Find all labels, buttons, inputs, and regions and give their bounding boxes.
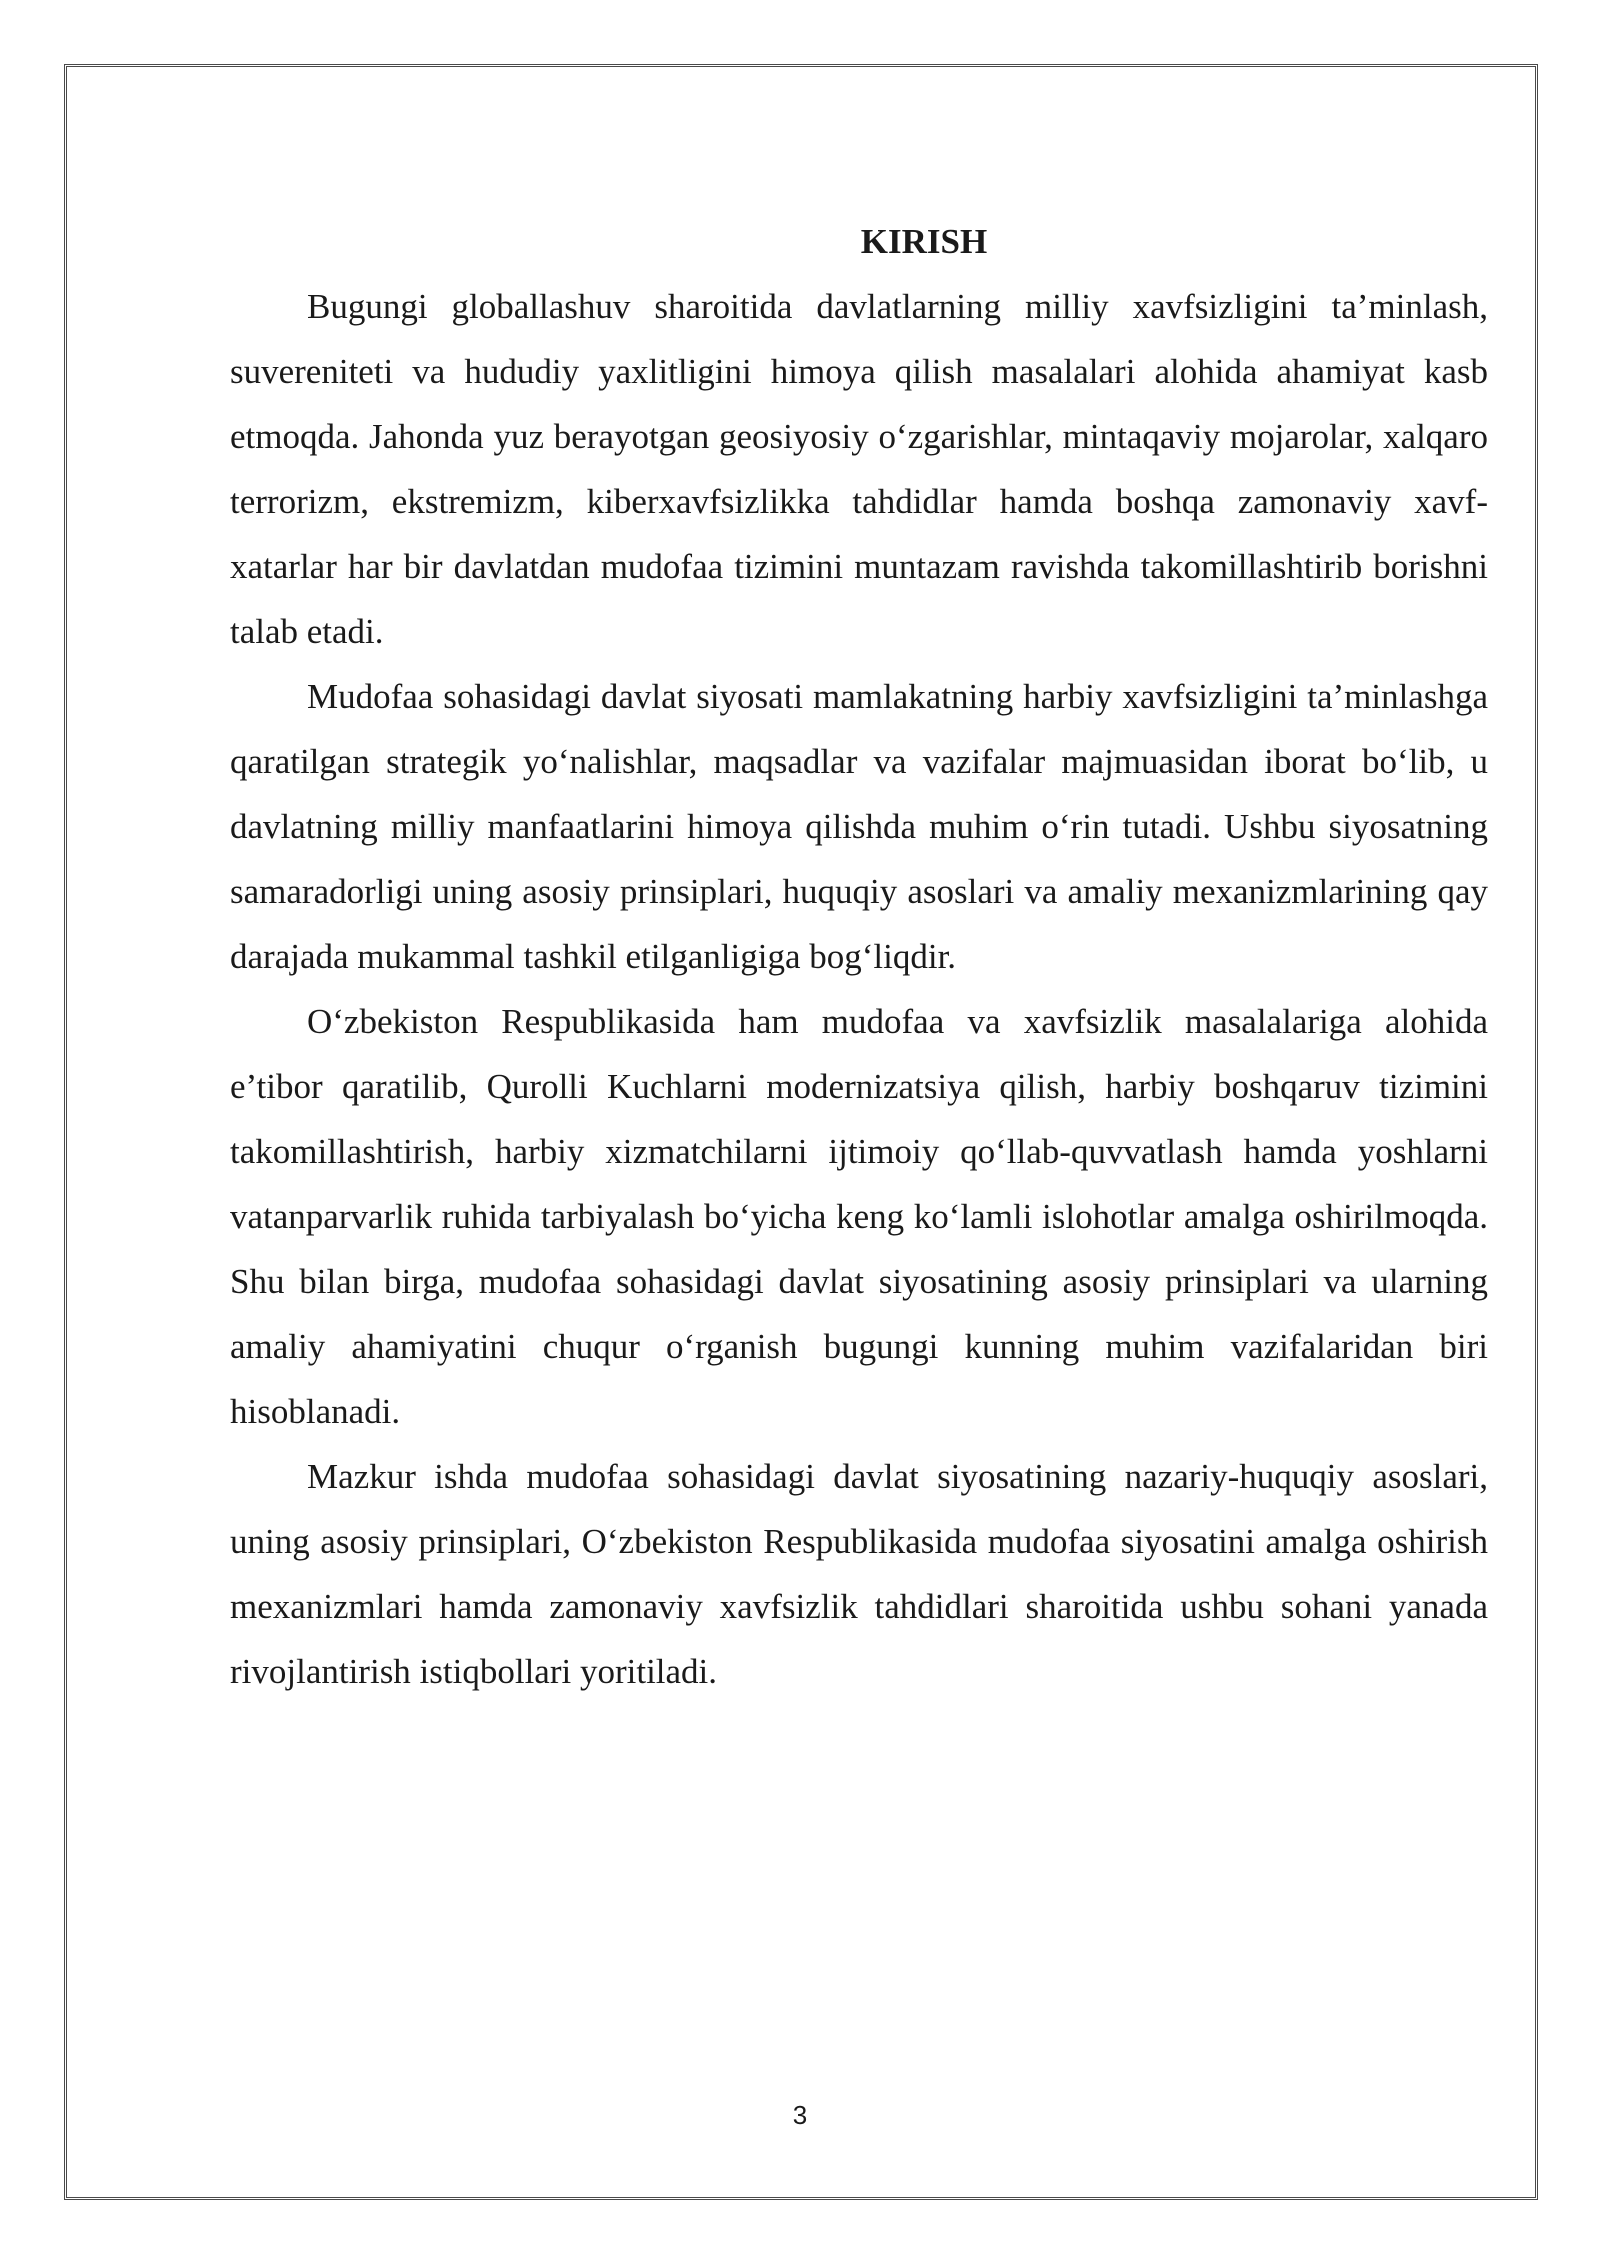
page-number: 3 bbox=[792, 2100, 808, 2130]
section-title: KIRISH bbox=[860, 222, 988, 261]
paragraph-1: Bugungi globallashuv sharoitida davlatlarning milliy xavfsizligini ta’minlash, suvereniteti va hududiy yaxlitligini himoya qilish masalalari alohida ahamiyat kasb etmoqda. Jahonda yuz berayotgan geosiyosiy o‘zgarishlar, mintaqaviy mojarolar, xalqaro terrorizm, ekstremizm, kiberxavfsizlikka tahdidlar hamda boshqa zamonaviy xavf-xatarlar har bir davlatdan mudofaa tizimini muntazam ravishda takomillashtirib borishni talab etadi. bbox=[230, 287, 1488, 651]
document-body bbox=[230, 209, 1488, 1704]
paragraph-2: Mudofaa sohasidagi davlat siyosati mamlakatning harbiy xavfsizligini ta’minlashga qaratilgan strategik yo‘nalishlar, maqsadlar va vazifalar majmuasidan iborat bo‘lib, u davlatning milliy manfaatlarini himoya qilishda muhim o‘rin tutadi. Ushbu siyosatning samaradorligi uning asosiy prinsiplari, huquqiy asoslari va amaliy mexanizmlarining qay darajada mukammal tashkil etilganligiga bog‘liqdir. bbox=[230, 677, 1488, 976]
paragraph-4: Mazkur ishda mudofaa sohasidagi davlat siyosatining nazariy-huquqiy asoslari, uning asosiy prinsiplari, O‘zbekiston Respublikasida mudofaa siyosatini amalga oshirish mexanizmlari hamda zamonaviy xavfsizlik tahdidlari sharoitida ushbu sohani yanada rivojlantirish istiqbollari yoritiladi. bbox=[230, 1457, 1488, 1691]
paragraph-3: O‘zbekiston Respublikasida ham mudofaa va xavfsizlik masalalariga alohida e’tibor qaratilib, Qurolli Kuchlarni modernizatsiya qilish, harbiy boshqaruv tizimini takomillashtirish, harbiy xizmatchilarni ijtimoiy qo‘llab-quvvatlash hamda yoshlarni vatanparvarlik ruhida tarbiyalash bo‘yicha keng ko‘lamli islohotlar amalga oshirilmoqda. Shu bilan birga, mudofaa sohasidagi davlat siyosatining asosiy prinsiplari va ularning amaliy ahamiyatini chuqur o‘rganish bugungi kunning muhim vazifalaridan biri hisoblanadi. bbox=[230, 1002, 1488, 1431]
